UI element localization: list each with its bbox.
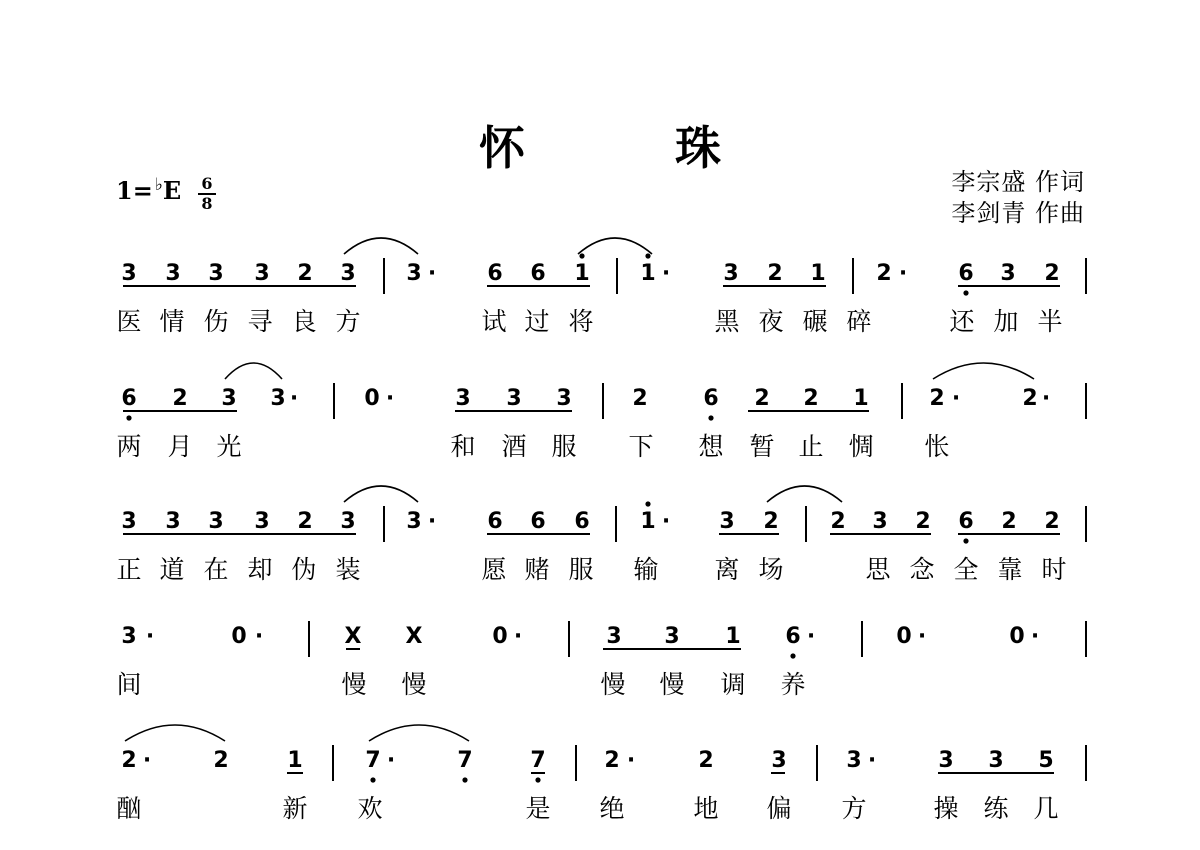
note: 1 [574, 261, 590, 286]
note: 3 [121, 261, 137, 286]
lyric-char: 碎 [846, 307, 872, 336]
octave-down-dot [462, 777, 467, 782]
note: 3 [988, 748, 1004, 773]
lyric-char: 赌 [524, 555, 550, 584]
note: 7 [365, 748, 381, 773]
lyric-char: 碾 [802, 307, 828, 336]
octave-down-dot [535, 777, 540, 782]
note: 3 [165, 261, 181, 286]
flat-icon: ♭ [154, 175, 163, 195]
note: 1 [853, 386, 869, 411]
note: X [405, 624, 423, 649]
lyric-char: 试 [481, 307, 507, 336]
note: 2 [121, 748, 137, 773]
note: 3 [556, 386, 572, 411]
lyric-char: 正 [116, 555, 142, 584]
lyric-char: 酗 [116, 794, 142, 823]
time-numerator: 6 [201, 174, 213, 193]
augmentation-dot: · [427, 261, 437, 286]
note: 1 [640, 261, 656, 286]
note: 3 [455, 386, 471, 411]
key-equals: = [132, 176, 153, 205]
note: 6 [958, 261, 974, 286]
note: 3 [1000, 261, 1016, 286]
lyric-char: 愿 [481, 555, 507, 584]
augmentation-dot: · [513, 624, 523, 649]
note: 6 [487, 261, 503, 286]
note: 3 [872, 509, 888, 534]
augmentation-dot: · [385, 386, 395, 411]
slur [344, 238, 418, 254]
lyric-char: 医 [116, 307, 142, 336]
slur [125, 725, 225, 741]
lyric-char: 间 [116, 670, 142, 699]
lyric-char: 半 [1037, 307, 1063, 336]
note: 2 [1001, 509, 1017, 534]
lyric-char: 加 [993, 307, 1019, 336]
lyricist-credit: 李宗盛 作词 [951, 168, 1085, 196]
slur [225, 363, 282, 379]
octave-up-dot [645, 501, 650, 506]
note: 2 [698, 748, 714, 773]
lyric-char: 操 [933, 794, 959, 823]
note: 1 [287, 748, 303, 773]
lyric-char: 调 [720, 670, 746, 699]
note: 6 [574, 509, 590, 534]
lyric-char: 装 [335, 555, 361, 584]
octave-down-dot [370, 777, 375, 782]
note: 3 [664, 624, 680, 649]
lyric-char: 新 [282, 794, 308, 823]
slur [369, 725, 469, 741]
lyric-char: 黑 [714, 307, 740, 336]
note: 1 [725, 624, 741, 649]
note: 3 [606, 624, 622, 649]
note: 6 [121, 386, 137, 411]
note: 2 [767, 261, 783, 286]
lyric-char: 靠 [997, 555, 1023, 584]
lyric-char: 道 [159, 555, 185, 584]
octave-down-dot [126, 415, 131, 420]
note: 3 [254, 509, 270, 534]
lyric-char: 绝 [599, 794, 625, 823]
lyric-char: 地 [693, 794, 719, 823]
lyric-char: 方 [335, 307, 361, 336]
lyric-char: 慢 [600, 670, 626, 699]
note: 3 [121, 624, 137, 649]
note: 2 [803, 386, 819, 411]
lyric-char: 慢 [659, 670, 685, 699]
lyric-char: 伤 [203, 307, 229, 336]
note: 3 [208, 261, 224, 286]
lyric-char: 念 [909, 555, 935, 584]
lyric-char: 伪 [291, 555, 317, 584]
lyric-char: 几 [1033, 794, 1059, 823]
lyric-char: 服 [568, 555, 594, 584]
lyric-char: 慢 [401, 670, 427, 699]
octave-down-dot [963, 538, 968, 543]
augmentation-dot: · [427, 509, 437, 534]
note: 2 [915, 509, 931, 534]
octave-down-dot [963, 290, 968, 295]
lyric-char: 养 [780, 670, 806, 699]
note: 2 [1022, 386, 1038, 411]
lyric-char: 服 [551, 432, 577, 461]
note: X [344, 624, 362, 649]
lyric-char: 想 [698, 432, 724, 461]
slur [578, 238, 652, 254]
note: 2 [297, 509, 313, 534]
note: 0 [1009, 624, 1025, 649]
lyric-char: 月 [167, 432, 193, 461]
note: 5 [1038, 748, 1054, 773]
augmentation-dot: · [867, 748, 877, 773]
note: 3 [506, 386, 522, 411]
note: 2 [830, 509, 846, 534]
key-note: E [162, 176, 182, 205]
note: 3 [270, 386, 286, 411]
octave-down-dot [790, 653, 795, 658]
lyric-char: 练 [983, 794, 1009, 823]
augmentation-dot: · [145, 624, 155, 649]
lyric-char: 夜 [758, 307, 784, 336]
note: 3 [340, 261, 356, 286]
lyric-char: 慢 [341, 670, 367, 699]
note: 2 [297, 261, 313, 286]
note: 7 [457, 748, 473, 773]
note: 3 [165, 509, 181, 534]
lyric-char: 过 [524, 307, 550, 336]
note: 3 [771, 748, 787, 773]
lyric-char: 情 [159, 307, 185, 336]
note: 2 [604, 748, 620, 773]
time-denominator: 8 [201, 194, 213, 213]
slur [767, 486, 842, 502]
lyric-char: 全 [953, 555, 979, 584]
lyric-char: 是 [525, 794, 551, 823]
note: 2 [929, 386, 945, 411]
note: 1 [810, 261, 826, 286]
note: 3 [406, 261, 422, 286]
lyric-char: 时 [1041, 555, 1067, 584]
note: 6 [530, 261, 546, 286]
note: 0 [364, 386, 380, 411]
note: 3 [723, 261, 739, 286]
augmentation-dot: · [661, 261, 671, 286]
lyric-char: 良 [291, 307, 317, 336]
note: 6 [703, 386, 719, 411]
song-title: 怀 珠 [479, 121, 773, 175]
note: 2 [754, 386, 770, 411]
lyric-char: 欢 [357, 794, 383, 823]
augmentation-dot: · [289, 386, 299, 411]
augmentation-dot: · [661, 509, 671, 534]
note: 3 [340, 509, 356, 534]
augmentation-dot: · [917, 624, 927, 649]
note: 3 [121, 509, 137, 534]
lyric-char: 光 [216, 432, 242, 461]
lyric-char: 还 [949, 307, 975, 336]
note: 2 [763, 509, 779, 534]
lyric-char: 寻 [247, 307, 273, 336]
note: 0 [896, 624, 912, 649]
octave-down-dot [708, 415, 713, 420]
note: 3 [938, 748, 954, 773]
note: 2 [1044, 509, 1060, 534]
lyric-char: 酒 [501, 432, 527, 461]
augmentation-dot: · [254, 624, 264, 649]
lyric-char: 思 [865, 555, 891, 584]
note: 7 [530, 748, 546, 773]
slur [933, 363, 1034, 379]
key-tonic: 1 [116, 176, 133, 205]
note: 2 [172, 386, 188, 411]
note: 6 [785, 624, 801, 649]
lyric-char: 两 [116, 432, 142, 461]
note: 6 [487, 509, 503, 534]
slur [344, 486, 418, 502]
note: 3 [208, 509, 224, 534]
lyric-char: 离 [714, 555, 740, 584]
augmentation-dot: · [142, 748, 152, 773]
note: 6 [530, 509, 546, 534]
lyric-char: 和 [450, 432, 476, 461]
lyric-char: 却 [247, 555, 273, 584]
note: 6 [958, 509, 974, 534]
lyric-char: 怅 [924, 432, 950, 461]
augmentation-dot: · [806, 624, 816, 649]
lyric-char: 惆 [848, 432, 874, 461]
augmentation-dot: · [626, 748, 636, 773]
lyric-char: 暂 [749, 432, 775, 461]
lyric-char: 场 [758, 555, 784, 584]
note: 3 [254, 261, 270, 286]
note: 0 [492, 624, 508, 649]
augmentation-dot: · [1041, 386, 1051, 411]
note: 3 [846, 748, 862, 773]
lyric-char: 在 [203, 555, 229, 584]
lyric-char: 输 [633, 555, 659, 584]
note: 3 [221, 386, 237, 411]
composer-credit: 李剑青 作曲 [951, 199, 1085, 227]
augmentation-dot: · [951, 386, 961, 411]
note: 2 [876, 261, 892, 286]
lyric-char: 将 [568, 307, 594, 336]
lyric-char: 止 [798, 432, 824, 461]
note: 3 [719, 509, 735, 534]
lyric-char: 偏 [766, 794, 792, 823]
note: 2 [1044, 261, 1060, 286]
octave-up-dot [645, 253, 650, 258]
note: 2 [213, 748, 229, 773]
augmentation-dot: · [386, 748, 396, 773]
augmentation-dot: · [898, 261, 908, 286]
note: 1 [640, 509, 656, 534]
note: 0 [231, 624, 247, 649]
octave-up-dot [579, 253, 584, 258]
note: 3 [406, 509, 422, 534]
note: 2 [632, 386, 648, 411]
augmentation-dot: · [1030, 624, 1040, 649]
lyric-char: 下 [628, 432, 654, 461]
lyric-char: 方 [841, 794, 867, 823]
